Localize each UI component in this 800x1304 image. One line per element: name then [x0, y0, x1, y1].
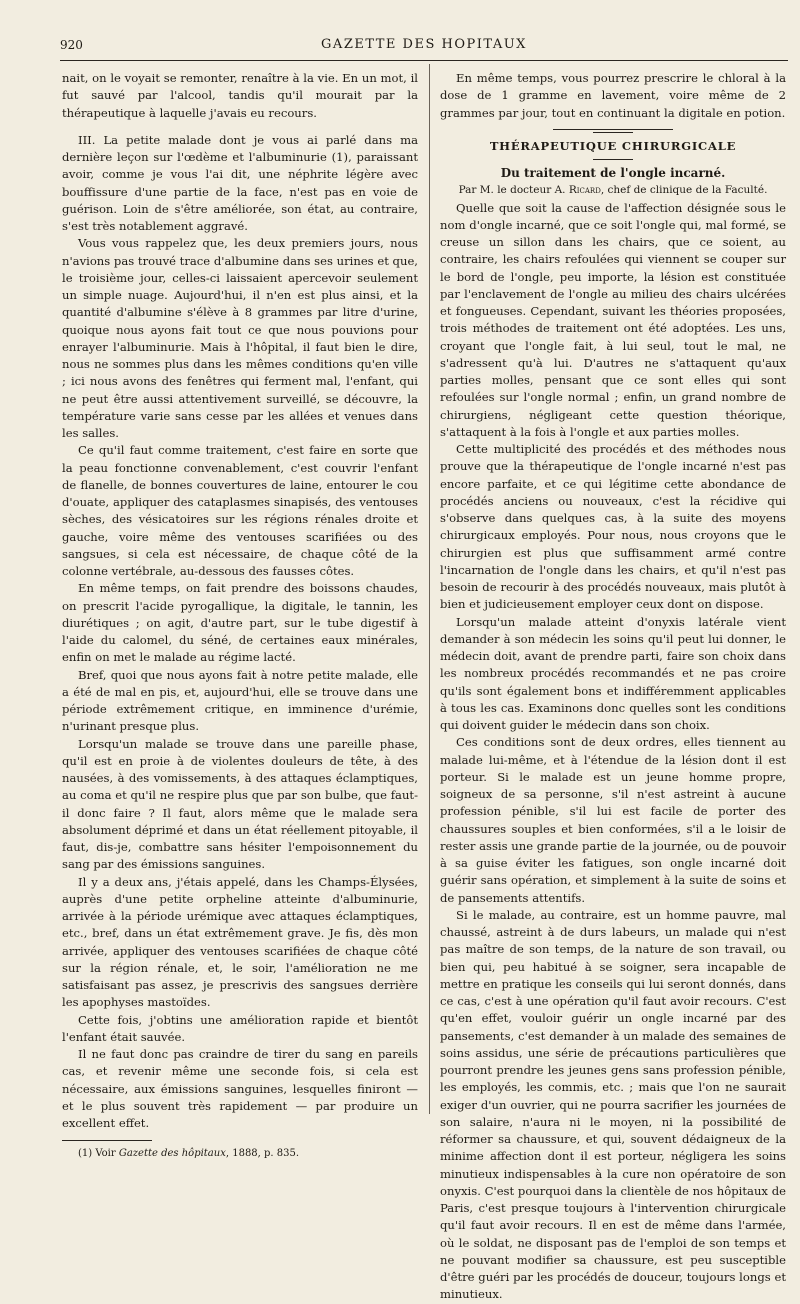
footnote-prefix: (1) Voir — [78, 1148, 119, 1160]
paragraph: Vous vous rappelez que, les deux premiers jours, nous n'avions pas trouvé trace d'albumine dans ses urines et que, le troisième jour, celles-ci laissaient apercevoir seulement un simple nuage. Aujourd'hui, il n'en est plus ainsi, et la quantité d'albumine s'élève à 8 grammes par litre d'urine, quoique nous ayons fait tout ce que nous pouvions pour enrayer l'albuminurie. Mais à l'hôpital, il faut bien le dire, nous ne sommes plus dans les mêmes conditions qu'en ville ; ici nous avons des fenêtres qui ferment mal, l'enfant, qui ne peut être aussi attentivement surveillé, se découvre, la température varie sans cesse par les allées et venues dans les salles. — [62, 236, 418, 440]
section-separator — [553, 129, 673, 134]
paragraph: Bref, quoi que nous ayons fait à notre petite malade, elle a été de mal en pis, et, aujourd'hui, elle se trouve dans une période extrêmement critique, en imminence d'urémie, n'urinant presque plus. — [62, 667, 418, 734]
paragraph: Ce qu'il faut comme traitement, c'est faire en sorte que la peau fonctionne convenablement, c'est couvrir l'enfant de flanelle, de bonnes couvertures de laine, entourer le cou d'ouate, appliquer des cataplasmes sinapisés, des ventouses sèches, des vésicatoires sur les régions rénales droite et gauche, voire même des ventouses scarifiées ou des sangsues, si cela est nécessaire, de chaque côté de la colonne vertébrale, au-dessous des fausses côtes. — [62, 443, 418, 578]
section-title: THÉRAPEUTIQUE CHIRURGICALE — [489, 138, 737, 153]
paragraph: En même temps, vous pourrez prescrire le chloral à la dose de 1 gramme en lavement, voire même de 2 grammes par jour, tout en continuant la digitale en potion. — [440, 71, 786, 120]
byline-suffix: , chef de clinique de la Faculté. — [600, 184, 768, 197]
paragraph: nait, on le voyait se remonter, renaître à la vie. En un mot, il fut sauvé par l'alcool, tandis qu'il mourait par la thérapeutique à laquelle j'avais eu recours. — [62, 71, 418, 120]
paragraph: III. La petite malade dont je vous ai parlé dans ma dernière leçon sur l'œdème et l'albuminurie (1), paraissant avoir, comme je vous l'ai dit, une néphrite légère avec bouffissure d'une partie de la face, n'est pas en voie de guérison. Loin de s'être améliorée, son état, au contraire, s'est très notablement aggravé. — [62, 132, 418, 233]
footnote-journal: Gazette des hôpitaux — [118, 1148, 226, 1160]
page-number: 920 — [60, 38, 83, 52]
page-header — [60, 32, 788, 58]
paragraph: Il y a deux ans, j'étais appelé, dans les Champs-Élysées, auprès d'une petite orpheline atteinte d'albuminurie, arrivée à la période urémique avec attaques éclamptiques, etc., bref, dans un état extrêmement grave. Je fis, dès mon arrivée, appliquer des ventouses scarifiées de chaque côté sur la région rénale, et, le soir, l'amélioration ne me satisfaisant pas assez, je prescrivis des sangsues derrière les apophyses mastoïdes. — [62, 874, 418, 1010]
paragraph: Cette fois, j'obtins une amélioration rapide et bientôt l'enfant était sauvée. — [62, 1012, 418, 1044]
journal-title: GAZETTE DES HOPITAUX — [321, 37, 527, 52]
byline-prefix: Par M. le docteur A. — [458, 184, 569, 197]
byline — [440, 182, 786, 199]
paragraph: Lorsqu'un malade se trouve dans une pareille phase, qu'il est en proie à de violentes douleurs de tête, à des nausées, à des vomissements, à des attaques éclamptiques, au coma et qu'il ne respire plus que par son bulbe, que faut-il donc faire ? Il faut, alors même que le malade sera absolument déprimé et dans un état réellement pitoyable, il faut, dis-je, combattre sans hésiter l'empoisonnement du sang par des émissions sanguines. — [62, 736, 418, 872]
paragraph: Si le malade, au contraire, est un homme pauvre, mal chaussé, astreint à de durs labeurs, un malade qui n'est pas maître de son temps, de la nature de son travail, ou bien qui, peu habitué à se soigner, sera incapable de mettre en pratique les conseils qui lui seront donnés, dans ce cas, c'est à une opération qu'il faut avoir recours. C'est qu'en effet, vouloir guérir un ongle incarné par des pansements, c'est demander à un malade des semaines de soins assidus, une série de précautions particulières que pourront prendre les jeunes gens sans profession pénible, les employés, les commis, etc. ; mais que l'on ne saurait exiger d'un ouvrier, qui ne pourra sacrifier les journées de son salaire, n'aura ni le moyen, ni la possibilité de réformer sa chaussure, et qui, souvent dédaigneux de la minime affection dont il est porteur, négligera les soins minutieux indispensables à la cure non opératoire de son onyxis. C'est pourquoi dans la clientèle de nos hôpitaux de Paris, c'est presque toujours à l'intervention chirurgicale qu'il faut avoir recours. Il en est de même dans l'armée, où le soldat, ne disposant pas de l'emploi de son temps et ne pouvant modifier sa chaussure, est peu susceptible d'être guéri par les procédés de douceur, toujours longs et minutieux. — [440, 907, 786, 1302]
paragraph: Quelle que soit la cause de l'affection désignée sous le nom d'ongle incarné, que ce soit l'ongle qui, mal formé, se creuse un sillon dans les chairs, que ce soient, au contraire, les chairs refoulées qui viennent se couper sur le bord de l'ongle, peu importe, la lésion est constituée par l'enclavement de l'ongle au milieu des chairs ulcérées et fongueuses. Cependant, suivant les théories proposées, trois méthodes de traitement ont été adoptées. Les uns, croyant que l'ongle fait, à lui seul, tout le mal, ne s'adressent qu'à lui. D'autres ne s'attaquent qu'aux parties molles, pensant que ce sont elles qui sont refoulées sur l'ongle normal ; enfin, un grand nombre de chirurgiens, négligeant cette question théorique, s'attaquent à la fois à l'ongle et aux parties molles. — [440, 200, 786, 439]
article-title: Du traitement de l'ongle incarné. — [500, 166, 726, 180]
right-column — [440, 70, 786, 1304]
paragraph: Ces conditions sont de deux ordres, elles tiennent au malade lui-même, et à l'étendue de la lésion dont il est porteur. Si le malade est un jeune homme propre, soigneux de sa personne, s'il n'est astreint à aucune profession pénible, s'il lui est facile de porter des chaussures souples et bien conformées, s'il a le loisir de rester assis une grande partie de la journée, ou de pouvoir à sa guise éviter les fatigues, son ongle incarné doit guérir sans opération, et simplement à la suite de soins et de pansements attentifs. — [440, 735, 787, 905]
footnote-rule — [62, 1140, 152, 1141]
paragraph: En même temps, on fait prendre des boissons chaudes, on prescrit l'acide pyrogallique, la digitale, le tannin, les diurétiques ; on agit, d'autre part, sur le tube digestif à l'aide du calomel, du séné, de certaines eaux minérales, enfin on met le malade au régime lacté. — [62, 581, 418, 665]
title-rule — [593, 159, 633, 160]
footnote-suffix: , 1888, p. 835. — [225, 1148, 300, 1160]
footnote — [62, 1145, 418, 1162]
header-rule — [60, 60, 788, 61]
left-column — [62, 70, 418, 1163]
paragraph: Cette multiplicité des procédés et des méthodes nous prouve que la thérapeutique de l'ongle incarné n'est pas encore parfaite, et ce qui légitime cette abondance de procédés anciens ou nouveaux, c'est la récidive qui s'observe dans quelques cas, à la suite des moyens chirurgicaux employés. Pour nous, nous croyons que le chirurgien est plus que suffisamment armé contre l'incarnation de l'ongle dans les chairs, et qu'il n'est pas besoin de recourir à des procédés nouveaux, mais plutôt à bien et judicieusement employer ceux dont on dispose. — [440, 442, 786, 612]
paragraph: Il ne faut donc pas craindre de tirer du sang en pareils cas, et revenir même une seconde fois, si cela est nécessaire, aux émissions sanguines, lesquelles finiront — et le plus souvent très rapidement — par produire un excellent effet. — [62, 1047, 418, 1130]
column-divider — [429, 64, 430, 1114]
paragraph: Lorsqu'un malade atteint d'onyxis latérale vient demander à son médecin les soins qu'il peut lui donner, le médecin doit, avant de prendre parti, faire son choix dans les nombreux procédés recommandés et ne pas croire qu'ils sont également bons et indifféremment applicables à tous les cas. Examinons donc quelles sont les conditions qui doivent guider le médecin dans son choix. — [440, 614, 786, 732]
byline-author: Ricard — [568, 184, 601, 197]
